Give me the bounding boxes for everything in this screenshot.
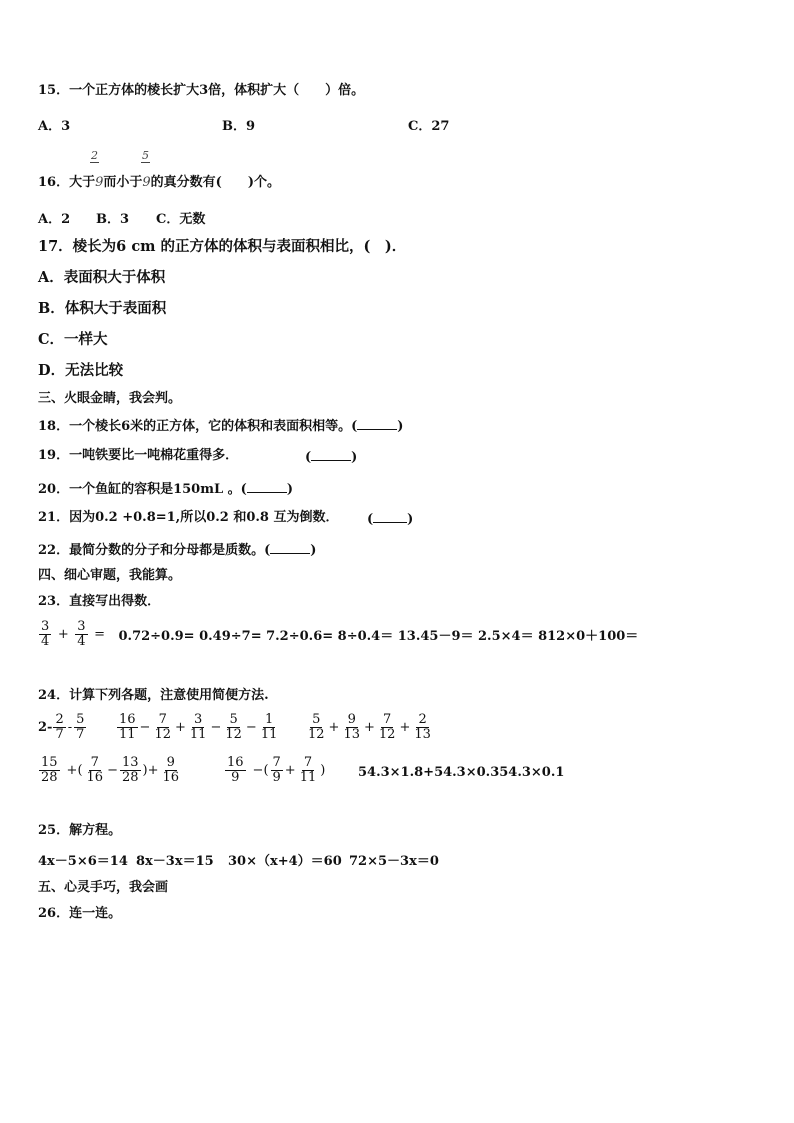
q25-equation-1: 4x－5×6＝14 (38, 854, 128, 869)
q25-equation-4: 72×5－3x＝0 (349, 854, 439, 869)
q16-option-c[interactable]: C．无数 (156, 212, 206, 227)
q17-option-d[interactable]: D．无法比较 (38, 362, 124, 379)
q24-expr-2: $\frac{16}{11}$ − $\frac{7}{12}$ + $\frac{3}{11}$ − $\frac{5}{12}$ − $\frac{1}{11}$ (119, 712, 278, 742)
q21-answer-blank[interactable] (373, 510, 407, 523)
section-4-heading: 四、细心审题，我能算。 (38, 568, 182, 583)
q16-fraction-1: 2 (91, 149, 98, 162)
q22-stem: 22．最简分数的分子和分母都是质数。( ) (38, 543, 317, 558)
q23-stem: 23．直接写出得数． (38, 594, 161, 609)
q25-equation-2: 8x－3x＝15 (136, 854, 214, 869)
q16-stem: 16．大于9而小于9的真分数有( )个。 (38, 175, 280, 190)
q25-equation-3: 30×（x+4）＝60 (228, 854, 342, 869)
q20-answer-blank[interactable] (247, 480, 287, 493)
q17-option-c[interactable]: C．一样大 (38, 331, 108, 348)
q21-stem: 21．因为0.2 +0.8=1,所以0.2 和0.8 互为倒数． (38, 510, 339, 525)
q19-stem: 19．一吨铁要比一吨棉花重得多． (38, 448, 239, 463)
q24-expr-1: 2- $\frac{2}{7}$ - $\frac{5}{7}$ (38, 712, 85, 742)
q16-option-a[interactable]: A．2 (38, 212, 71, 227)
q17-option-b[interactable]: B．体积大于表面积 (38, 300, 167, 317)
section-5-heading: 五、心灵手巧，我会画 (38, 880, 169, 895)
q26-stem: 26．连一连。 (38, 906, 122, 921)
q15-option-a[interactable]: A．3 (38, 119, 71, 134)
q24-expr-5: $\frac{16}{9}$ −( $\frac{7}{9}$ + $\frac{7}{11}$ ) (227, 755, 326, 785)
q24-expr-3: $\frac{5}{12}$ + $\frac{9}{13}$ + $\frac{7}{12}$ + $\frac{2}{13}$ (308, 712, 431, 742)
q18-answer-blank[interactable] (357, 417, 397, 430)
q20-stem: 20．一个鱼缸的容积是150mL 。( ) (38, 482, 293, 497)
q22-answer-blank[interactable] (270, 541, 310, 554)
q15-option-c[interactable]: C．27 (408, 119, 450, 134)
q17-option-a[interactable]: A．表面积大于体积 (38, 269, 166, 286)
q23-fraction-2: $\frac{3}{4}$ (77, 619, 86, 649)
q16-option-b[interactable]: B．3 (96, 212, 130, 227)
q23-expressions: $\frac{3}{4}$ + $\frac{3}{4}$ = 0.72÷0.9= 0.49÷7= 7.2÷0.6= 8÷0.4＝ 13.45－9＝ 2.5×4＝ 812×0＋100＝ (41, 619, 639, 649)
q15-option-b[interactable]: B．9 (222, 119, 256, 134)
q19-answer-blank[interactable] (311, 448, 351, 461)
q17-stem: 17．棱长为6 cm 的正方体的体积与表面积相比，( )． (38, 238, 407, 255)
q21-answer: ( ) (367, 512, 414, 527)
q23-fraction-1: $\frac{3}{4}$ (41, 619, 50, 649)
q15-stem: 15．一个正方体的棱长扩大3倍，体积扩大（ ）倍。 (38, 83, 365, 98)
q16-fraction-2: 5 (142, 149, 149, 162)
q24-expr-4: $\frac{15}{28}$ +( $\frac{7}{16}$ − $\frac{13}{28}$ )+ $\frac{9}{16}$ (41, 755, 180, 785)
q24-stem: 24．计算下列各题，注意使用简便方法. (38, 688, 269, 703)
q18-stem: 18．一个棱长6米的正方体，它的体积和表面积相等。( ) (38, 419, 404, 434)
section-3-heading: 三、火眼金睛，我会判。 (38, 391, 182, 406)
q24-expr-6: 54.3×1.8+54.3×0.354.3×0.1 (358, 765, 565, 780)
q19-answer: ( ) (305, 450, 358, 465)
q25-stem: 25．解方程。 (38, 823, 122, 838)
